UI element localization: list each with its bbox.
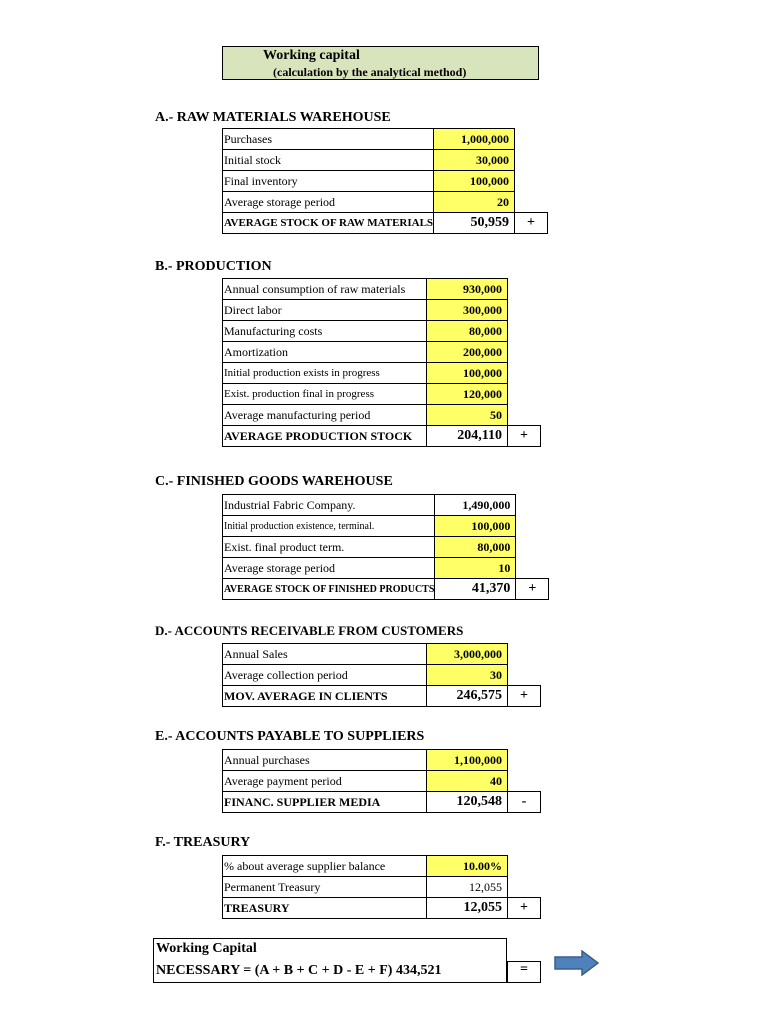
input-cell[interactable]: 30 xyxy=(427,665,508,686)
input-cell[interactable]: 30,000 xyxy=(434,150,515,171)
input-cell[interactable]: 50 xyxy=(427,405,508,426)
input-cell[interactable]: 40 xyxy=(427,771,508,792)
section-f-title: F.- TREASURY xyxy=(155,835,251,850)
row-label: Manufacturing costs xyxy=(223,321,427,342)
input-cell[interactable]: 100,000 xyxy=(427,363,508,384)
input-cell[interactable]: 100,000 xyxy=(435,516,516,537)
equals-sign: = xyxy=(507,961,541,983)
title-box xyxy=(222,46,539,80)
operator-sign: - xyxy=(508,792,541,813)
section-c-table xyxy=(222,494,549,600)
value-cell: 12,055 xyxy=(427,877,508,898)
row-label: % about average supplier balance xyxy=(223,856,427,877)
operator-sign: + xyxy=(508,898,541,919)
input-cell[interactable]: 1,100,000 xyxy=(427,750,508,771)
result-value: 12,055 xyxy=(427,898,508,919)
section-b-title: B.- PRODUCTION xyxy=(155,259,272,274)
section-d-title: D.- ACCOUNTS RECEIVABLE FROM CUSTOMERS xyxy=(155,623,464,638)
row-label: Initial production existence, terminal. xyxy=(223,516,435,537)
input-cell[interactable]: 10.00% xyxy=(427,856,508,877)
operator-sign: + xyxy=(508,426,541,447)
row-label: Initial production exists in progress xyxy=(223,363,427,384)
row-label: Annual Sales xyxy=(223,644,427,665)
input-cell[interactable]: 20 xyxy=(434,192,515,213)
summary-formula: NECESSARY = (A + B + C + D - E + F) 434,521 xyxy=(156,963,442,978)
result-label: AVERAGE PRODUCTION STOCK xyxy=(223,426,427,447)
row-label: Average collection period xyxy=(223,665,427,686)
row-label: Average payment period xyxy=(223,771,427,792)
result-value: 204,110 xyxy=(427,426,508,447)
input-cell[interactable]: 930,000 xyxy=(427,279,508,300)
result-label: AVERAGE STOCK OF RAW MATERIALS xyxy=(223,213,434,234)
input-cell[interactable]: 200,000 xyxy=(427,342,508,363)
row-label: Direct labor xyxy=(223,300,427,321)
section-d-table xyxy=(222,643,541,707)
result-label: MOV. AVERAGE IN CLIENTS xyxy=(223,686,427,707)
input-cell[interactable]: 10 xyxy=(435,558,516,579)
right-arrow-icon[interactable] xyxy=(554,950,600,976)
section-a-title: A.- RAW MATERIALS WAREHOUSE xyxy=(155,110,391,125)
row-label: Industrial Fabric Company. xyxy=(223,495,435,516)
row-label: Exist. production final in progress xyxy=(223,384,427,405)
page-title: Working capital xyxy=(263,48,360,63)
row-label: Annual consumption of raw materials xyxy=(223,279,427,300)
row-label: Final inventory xyxy=(223,171,434,192)
result-value: 50,959 xyxy=(434,213,515,234)
section-b-table xyxy=(222,278,541,447)
result-label: FINANC. SUPPLIER MEDIA xyxy=(223,792,427,813)
working-capital-summary xyxy=(153,938,507,983)
section-f-table xyxy=(222,855,541,919)
input-cell[interactable]: 300,000 xyxy=(427,300,508,321)
input-cell[interactable]: 120,000 xyxy=(427,384,508,405)
result-value: 246,575 xyxy=(427,686,508,707)
operator-sign: + xyxy=(516,579,549,600)
section-e-table xyxy=(222,749,541,813)
row-label: Average storage period xyxy=(223,192,434,213)
result-label: AVERAGE STOCK OF FINISHED PRODUCTS xyxy=(223,579,435,600)
input-cell[interactable]: 80,000 xyxy=(435,537,516,558)
operator-sign: + xyxy=(508,686,541,707)
row-label: Exist. final product term. xyxy=(223,537,435,558)
row-label: Initial stock xyxy=(223,150,434,171)
section-a-table xyxy=(222,128,548,234)
row-label: Amortization xyxy=(223,342,427,363)
result-value: 120,548 xyxy=(427,792,508,813)
row-label: Average manufacturing period xyxy=(223,405,427,426)
row-label: Permanent Treasury xyxy=(223,877,427,898)
input-cell[interactable]: 80,000 xyxy=(427,321,508,342)
section-c-title: C.- FINISHED GOODS WAREHOUSE xyxy=(155,474,393,489)
input-cell[interactable]: 100,000 xyxy=(434,171,515,192)
operator-sign: + xyxy=(515,213,548,234)
input-cell[interactable]: 1,000,000 xyxy=(434,129,515,150)
input-cell[interactable]: 3,000,000 xyxy=(427,644,508,665)
section-e-title: E.- ACCOUNTS PAYABLE TO SUPPLIERS xyxy=(155,729,425,744)
row-label: Average storage period xyxy=(223,558,435,579)
row-label: Purchases xyxy=(223,129,434,150)
page-subtitle: (calculation by the analytical method) xyxy=(273,65,467,79)
summary-title: Working Capital xyxy=(156,941,257,956)
row-label: Annual purchases xyxy=(223,750,427,771)
result-value: 41,370 xyxy=(435,579,516,600)
value-cell: 1,490,000 xyxy=(435,495,516,516)
result-label: TREASURY xyxy=(223,898,427,919)
